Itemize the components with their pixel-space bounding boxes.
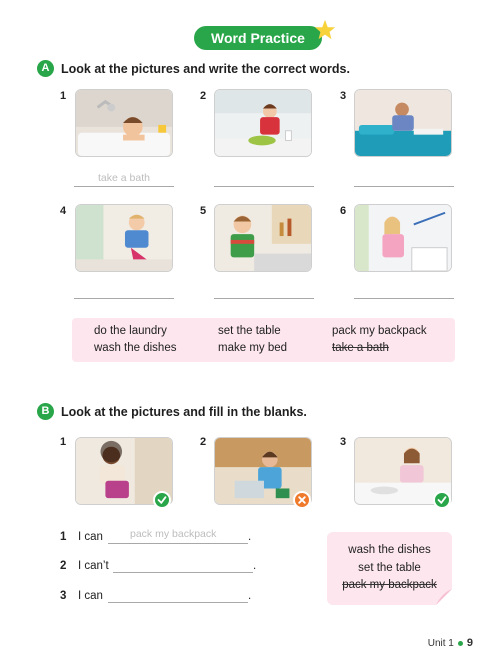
unit-label: Unit 1 <box>427 637 454 649</box>
section-a-header <box>37 60 350 77</box>
picture-number: 1 <box>60 436 67 448</box>
word-bank-item-used: take a bath <box>332 342 389 354</box>
sentence-lead: I can <box>78 590 103 602</box>
picture-number: 2 <box>200 436 207 448</box>
sentence-lead: I can <box>78 531 103 543</box>
photo-make-bed <box>354 89 452 157</box>
photo-do-laundry <box>354 204 452 272</box>
answer-line[interactable] <box>214 298 314 299</box>
item-number: 6 <box>340 205 347 217</box>
section-a-badge: A <box>37 60 54 77</box>
page-number: 9 <box>466 637 473 649</box>
answer-line[interactable] <box>354 186 454 187</box>
check-icon <box>433 491 451 509</box>
period: . <box>253 560 257 572</box>
star-icon <box>314 19 336 41</box>
sentence-number: 2 <box>60 560 67 572</box>
item-number: 1 <box>60 90 67 102</box>
answer-line[interactable] <box>214 186 314 187</box>
item-number: 2 <box>200 90 207 102</box>
sentence-lead: I can’t <box>78 560 109 572</box>
item-number: 3 <box>340 90 347 102</box>
section-b-badge: B <box>37 403 54 420</box>
answer-line[interactable] <box>74 186 174 187</box>
sentence-blank[interactable] <box>108 602 248 603</box>
section-a-instruction: Look at the pictures and write the correct words. <box>61 61 350 76</box>
word-bank-item: make my bed <box>218 342 288 354</box>
word-note <box>327 532 452 605</box>
note-word-used: pack my backpack <box>342 579 437 591</box>
photo-bath <box>75 89 173 157</box>
word-bank-item: wash the dishes <box>94 342 177 354</box>
page-footer <box>428 637 473 649</box>
section-b-header <box>37 403 307 420</box>
word-bank-item: pack my backpack <box>332 325 427 337</box>
photo-wash-dishes <box>214 204 312 272</box>
answer-line[interactable] <box>354 298 454 299</box>
sentence-answer: pack my backpack <box>130 528 217 540</box>
note-word: set the table <box>358 562 421 574</box>
note-word: wash the dishes <box>348 544 431 556</box>
item-number: 5 <box>200 205 207 217</box>
bullet-dot <box>458 641 463 646</box>
page-title: Word Practice <box>194 26 322 50</box>
picture-number: 3 <box>340 436 347 448</box>
answer-line[interactable] <box>74 298 174 299</box>
answer-text: take a bath <box>98 172 150 184</box>
word-bank-item: set the table <box>218 325 281 337</box>
item-number: 4 <box>60 205 67 217</box>
period: . <box>248 590 252 602</box>
sentence-blank[interactable] <box>108 543 248 544</box>
page-curl-icon <box>436 589 452 605</box>
sentence-number: 3 <box>60 590 67 602</box>
word-bank-item: do the laundry <box>94 325 167 337</box>
word-bank <box>72 318 455 362</box>
photo-set-table <box>214 89 312 157</box>
sentence-blank[interactable] <box>113 572 253 573</box>
period: . <box>248 531 252 543</box>
sentence-number: 1 <box>60 531 67 543</box>
section-b-instruction: Look at the pictures and fill in the blanks. <box>61 404 307 419</box>
check-icon <box>153 491 171 509</box>
cross-icon <box>293 491 311 509</box>
photo-pack-backpack <box>75 204 173 272</box>
